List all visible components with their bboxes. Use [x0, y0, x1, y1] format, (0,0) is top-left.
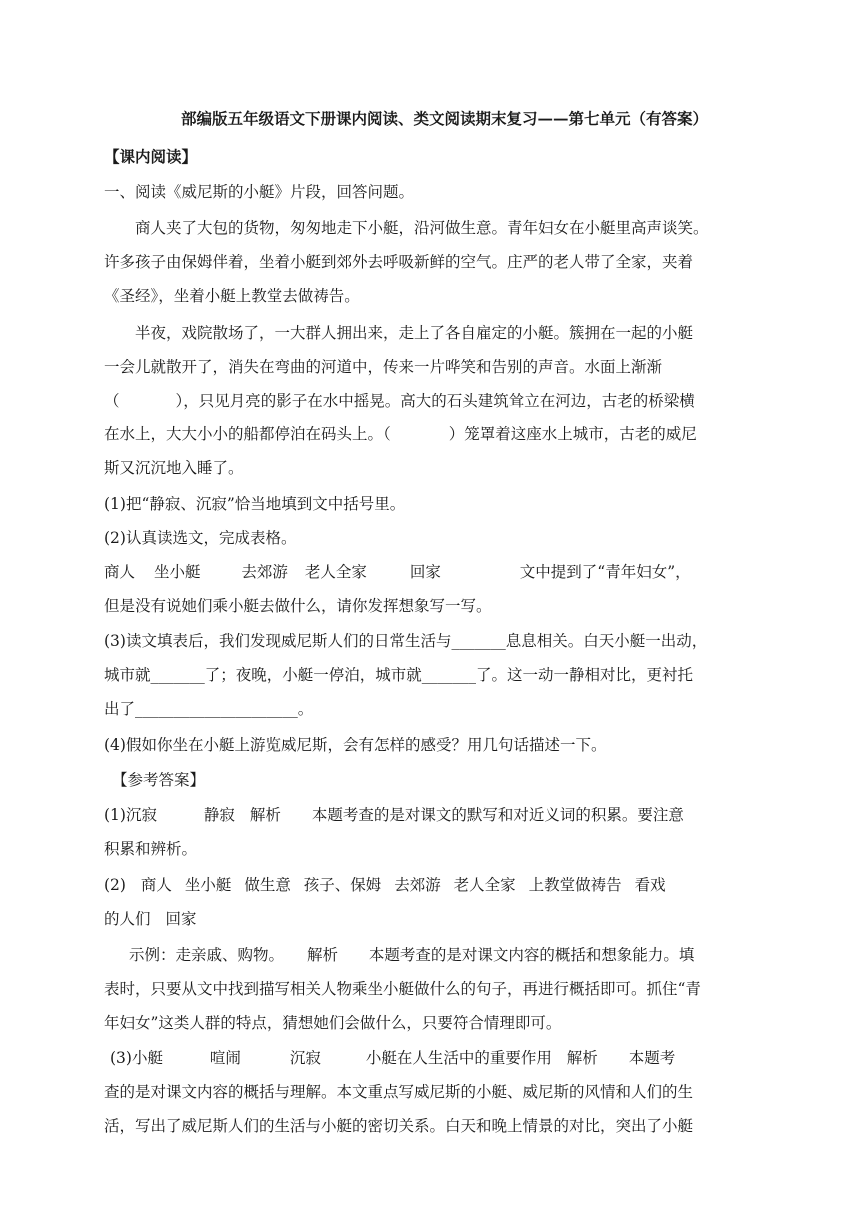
answer-3: 活，写出了威尼斯人们的生活与小艇的密切关系。白天和晚上情景的对比，突出了小艇 — [104, 1117, 694, 1135]
answer-text: 商人 — [140, 876, 172, 894]
answer-text: (3)小艇 — [110, 1049, 163, 1067]
answer-3: 查的是对课文内容的概括与理解。本文重点写威尼斯的小艇、威尼斯的风情和人们的生 — [104, 1083, 694, 1101]
answer-text: (2) — [104, 876, 126, 894]
question-3: 出了_____________________。 — [104, 700, 314, 718]
question-intro: 一、阅读《威尼斯的小艇》片段，回答问题。 — [104, 183, 415, 201]
answer-text: 解析 — [566, 1049, 598, 1067]
blank-open-paren: （ — [104, 392, 120, 410]
table-cell: 回家 — [409, 563, 441, 581]
answer-2: 年妇女”这类人群的特点，猜想她们会做什么，只要符合情理即可。 — [104, 1014, 562, 1032]
question-2-cont: 但是没有说她们乘小艇去做什么，请你发挥想象写一写。 — [104, 597, 492, 615]
answer-text: 本题考查的是对课文的默写和对近义词的积累。要注意 — [311, 806, 684, 824]
question-2: (2)认真读选文，完成表格。 — [104, 529, 297, 547]
answer-text: 老人全家 — [453, 876, 516, 894]
answer-text: 静寂 — [203, 806, 235, 824]
answer-text: 的人们 — [104, 910, 151, 928]
answers-heading: 【参考答案】 — [112, 771, 206, 789]
answer-text: 本题考查的是对课文内容的概括和想象能力。填 — [368, 946, 695, 964]
table-cell: 文中提到了“青年妇女”， — [519, 563, 691, 581]
table-cell: 去郊游 — [241, 563, 288, 581]
question-3: (3)读文填表后，我们发现威尼斯人们的日常生活与_______息息相关。白天小艇一出动， — [104, 632, 708, 650]
answer-1: 积累和辨析。 — [104, 840, 198, 858]
passage-line: 商人夹了大包的货物，匆匆地走下小艇，沿河做生意。青年妇女在小艇里高声谈笑。 — [135, 219, 709, 237]
answer-text: 本题考 — [628, 1049, 676, 1067]
passage-text: ）笼罩着这座水上城市，古老的威尼 — [448, 425, 697, 443]
answer-text: 回家 — [165, 910, 197, 928]
answer-text: 解析 — [306, 946, 338, 964]
answer-text: 解析 — [249, 806, 281, 824]
question-1: (1)把“静寂、沉寂”恰当地填到文中括号里。 — [104, 495, 406, 513]
answer-text: 做生意 — [244, 876, 291, 894]
answer-2 — [104, 908, 764, 930]
question-4: (4)假如你坐在小艇上游览威尼斯，会有怎样的感受？用几句话描述一下。 — [104, 736, 607, 754]
answer-2 — [104, 874, 764, 896]
question-3: 城市就_______了；夜晚，小艇一停泊，城市就_______了。这一动一静相对比，更衬托 — [104, 666, 694, 684]
answer-2: 表时，只要从文中找到描写相关人物乘坐小艇做什么的句子，再进行概括即可。抓住“青 — [104, 980, 701, 998]
answer-text: 孩子、保姆 — [303, 876, 382, 894]
answer-text: 看戏 — [634, 876, 666, 894]
answer-text: 小艇在人生活中的重要作用 — [365, 1049, 552, 1067]
passage-line: 半夜，戏院散场了，一大群人拥出来，走上了各自雇定的小艇。簇拥在一起的小艇 — [135, 324, 694, 342]
passage-line — [104, 390, 764, 412]
table-cell: 坐小艇 — [153, 563, 201, 581]
answer-2 — [129, 944, 789, 966]
table-row — [104, 561, 764, 583]
answer-1 — [104, 804, 764, 826]
passage-line: 《圣经》，坐着小艇上教堂去做祷告。 — [104, 287, 360, 305]
answer-text: 上教堂做祷告 — [528, 876, 622, 894]
passage-text: 在水上，大大小小的船都停泊在码头上。（ — [104, 425, 391, 443]
passage-line: 斯又沉沉地入睡了。 — [104, 459, 244, 477]
answer-text: 示例：走亲戚、购物。 — [129, 946, 285, 964]
passage-line: 许多孩子由保姆伴着，坐着小艇到郊外去呼吸新鲜的空气。庄严的老人带了全家，夹着 — [104, 253, 694, 271]
answer-text: 沉寂 — [289, 1049, 321, 1067]
table-cell: 商人 — [104, 563, 136, 581]
answer-text: 喧闹 — [209, 1049, 241, 1067]
section-heading: 【课内阅读】 — [104, 147, 198, 166]
passage-line: 一会儿就散开了，消失在弯曲的河道中，传来一片哗笑和告别的声音。水面上渐渐 — [104, 358, 663, 376]
answer-3 — [110, 1047, 770, 1069]
table-cell: 老人全家 — [304, 563, 367, 581]
answer-text: 去郊游 — [394, 876, 441, 894]
answer-text: (1)沉寂 — [104, 806, 157, 824]
passage-line — [104, 423, 764, 445]
passage-text: ），只见月亮的影子在水中摇晃。高大的石头建筑耸立在河边，古老的桥梁横 — [175, 392, 695, 410]
answer-text: 坐小艇 — [184, 876, 232, 894]
document-title: 部编版五年级语文下册课内阅读、类文阅读期末复习——第七单元（有答案） — [181, 109, 709, 128]
